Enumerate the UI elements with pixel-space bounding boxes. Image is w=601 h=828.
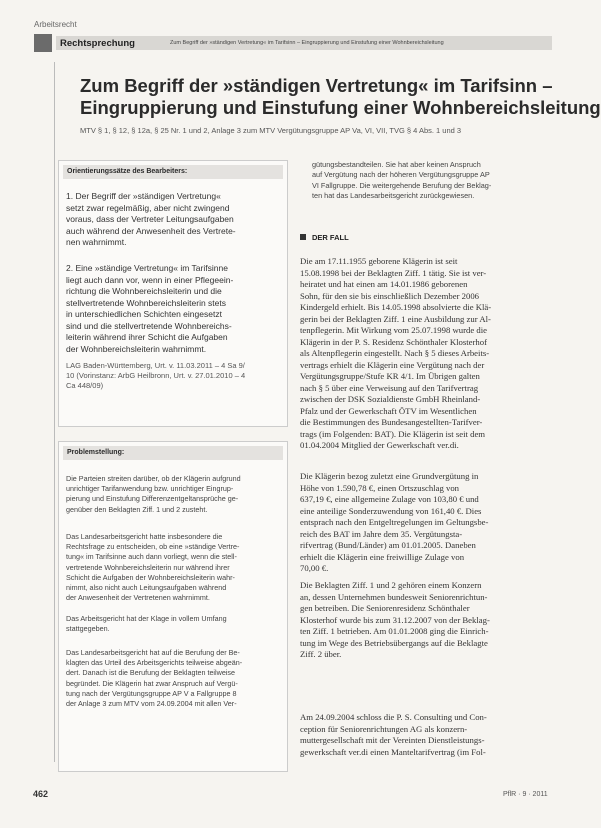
text-line: auch während der Anwesenheit des Vertrete-: [66, 225, 236, 236]
text-line: reich des BAT im Jahre dem 35. Vergütungsta-: [300, 528, 463, 539]
problem-paragraph-4: [66, 648, 282, 709]
problem-paragraph-3: [66, 614, 282, 634]
text-line: Das Landesarbeitsgericht hat auf die Berufung der Be-: [66, 648, 240, 657]
legal-references: MTV § 1, § 12, § 12a, § 25 Nr. 1 und 2, Anlage 3 zum MTV Vergütungsgruppe AP Va, VI, VII, TVG § 4 Abs. 1 und 3: [80, 126, 462, 135]
text-line: 637,19 €, eine allgemeine Zulage von 103,80 € und: [300, 494, 479, 504]
text-line: Die Klägerin bezog zuletzt eine Grundvergütung in: [300, 471, 479, 481]
text-line: voraus, dass der Vertreter Leitungsaufgaben: [66, 214, 234, 224]
text-line: eine anteilige Sonderzuwendung von 161,40 €. Dies: [300, 505, 482, 516]
text-line: gütungsbestandteilen. Sie hat aber keinen Anspruch: [312, 160, 481, 169]
text-line: Kindergeld erhielt. Bis 14.05.1998 absolvierte die Klä-: [300, 302, 492, 312]
text-line: Das Landesarbeitsgericht hatte insbesondere die: [66, 532, 223, 541]
text-line: zwischen der DSK Sozialdienste GmbH Rheinland-: [300, 394, 481, 404]
text-line: pierung und Einstufung Differenzentgeltansprüche ge-: [66, 494, 239, 504]
problem-box: [58, 441, 288, 772]
problem-paragraph-1: [66, 474, 282, 515]
article-title: [80, 75, 601, 119]
text-line: tung« im Tarifsinne auch dann vorliegt, wenn die stell-: [66, 552, 237, 562]
text-line: die Bestimmungen des Bundesangestellten-Tarifver-: [300, 417, 483, 427]
text-line: 15.08.1998 bei der Beklagten Ziff. 1 tätig. Sie ist ver-: [300, 267, 487, 278]
text-line: tung im Wege des Betriebsübergangs auf die Beklagte: [300, 637, 488, 648]
header-subtitle: Zum Begriff der »ständigen Vertretung« im Tarifsinn – Eingruppierung und Einstufung einer Wohnbereichsleitung: [170, 40, 444, 46]
margin-rule: [54, 62, 55, 762]
text-line: entsprach nach den Entgeltregelungen im Geltungsbe-: [300, 517, 489, 527]
text-line: tenpflegerin. Mit Wirkung vom 25.07.1998 wurde die: [300, 325, 487, 335]
orientation-heading: Orientierungssätze des Bearbeiters:: [63, 165, 283, 179]
text-line: Die am 17.11.1955 geborene Klägerin ist seit: [300, 256, 458, 266]
text-line: auf Vergütung nach der höheren Vergütungsgruppe AP: [312, 170, 490, 180]
text-line: gen betreiben. Die Seniorenresidenz Schönthaler: [300, 603, 470, 613]
text-line: unrichtiger Tarifanwendung bzw. unrichtiger Eingrup-: [66, 484, 234, 494]
text-line: Vergütungsgruppe/Stufe KR 4/1. Im Übrigen galten: [300, 371, 480, 381]
text-line: Sohn, für den sie bis einschließlich Dezember 2006: [300, 290, 480, 301]
page-number: 462: [33, 789, 49, 799]
text-line: Ca 448/09): [66, 381, 104, 390]
title-line: Zum Begriff der »ständigen Vertretung« im Tarifsinn –: [80, 75, 553, 96]
text-line: 01.04.2004 Mitglied der Gewerkschaft ver.di.: [300, 440, 459, 450]
text-line: nach § 5 über eine Verweisung auf den Tarifvertrag: [300, 382, 479, 393]
text-line: an, dessen Unternehmen bundesweit Seniorenrichtun-: [300, 591, 488, 602]
text-line: Das Arbeitsgericht hat der Klage in vollem Umfang: [66, 614, 227, 623]
section-label: Arbeitsrecht: [34, 20, 77, 29]
text-line: in unterschiedlichen Schichten eingesetzt: [66, 309, 222, 319]
text-line: erhielt die Klägerin eine freiwillige Zulage von: [300, 551, 465, 562]
text-line: Klägerin in der P. S. Residenz Schönthaler Klosterhof: [300, 336, 487, 347]
text-line: stattgegeben.: [66, 624, 110, 634]
text-line: 10 (Vorinstanz: ArbG Heilbronn, Urt. v. 27.01.2010 – 4: [66, 371, 246, 380]
text-line: stellvertretende Wohnbereichsleiterin stets: [66, 297, 227, 308]
case-paragraph-1: [300, 256, 558, 452]
text-line: leiterin während ihrer Schicht die Aufgaben: [66, 332, 228, 342]
section-bullet: [300, 234, 306, 240]
text-line: begründet. Die Klägerin hat zwar Anspruch auf Vergü-: [66, 678, 238, 688]
text-line: Klosterhof wurde bis zum 31.12.2007 von der Beklag-: [300, 614, 490, 625]
text-line: dert. Danach ist die Berufung der Beklagten teilweise: [66, 668, 236, 678]
orientation-box: [58, 160, 288, 427]
text-line: Ziff. 2 über.: [300, 649, 342, 659]
text-line: Höhe von 1.590,78 €, einen Ortszuschlag von: [300, 482, 460, 493]
orientation-point-1: [66, 191, 281, 249]
text-line: trags (im Folgenden: BAT). Die Klägerin ist seit dem: [300, 428, 486, 439]
text-line: rifvertrag (Bund/Länder) am 01.01.2005. Daneben: [300, 540, 476, 550]
text-line: genüber den Beklagten Ziff. 1 und 2 zusteht.: [66, 504, 208, 514]
orientation-source: [66, 361, 281, 391]
text-line: heiratet und hat einen am 14.01.1986 geborenen: [300, 279, 468, 289]
text-line: klagten das Urteil des Arbeitsgerichts teilweise abgeän-: [66, 658, 243, 668]
text-line: LAG Baden-Württemberg, Urt. v. 11.03.2011 – 4 Sa 9/: [66, 361, 245, 370]
text-line: Rechtsfrage zu entscheiden, ob eine »ständige Vertre-: [66, 542, 240, 552]
text-line: Schicht die Aufgaben der Wohnbereichsleiterin wahr-: [66, 572, 235, 582]
text-line: der Anwesenheit der Vertretenen wahrnimmt.: [66, 593, 210, 603]
section-heading-der-fall: DER FALL: [312, 233, 349, 242]
text-line: tung nach der Vergütungsgruppe AP V a Fallgruppe 8: [66, 688, 237, 698]
case-paragraph-3: [300, 580, 558, 661]
text-line: sind und die stellvertretende Wohnbereichs-: [66, 320, 232, 331]
text-line: 70,00 €.: [300, 563, 329, 573]
text-line: vertretende Wohnbereichsleiterin nur während ihrer: [66, 562, 230, 572]
title-line: Eingruppierung und Einstufung einer Wohnbereichsleitung: [80, 97, 601, 118]
text-line: Die Parteien streiten darüber, ob der Klägerin aufgrund: [66, 474, 241, 483]
text-line: als Altenpflegerin eingestellt. Nach § 5 dieses Arbeits-: [300, 348, 490, 358]
text-line: nen wahrnimmt.: [66, 237, 127, 247]
header-title: Rechtsprechung: [60, 38, 135, 49]
text-line: richtung die Wohnbereichsleiterin und die: [66, 286, 222, 296]
text-line: liegt auch dann vor, wenn in einer Pflegeein-: [66, 274, 234, 285]
text-line: gerin bei der Beklagten Ziff. 1 eine Ausbildung zur Al-: [300, 313, 491, 324]
text-line: der Anlage 3 zum MTV vom 24.09.2004 mit allen Ver-: [66, 699, 237, 709]
text-line: 1. Der Begriff der »ständigen Vertretung«: [66, 191, 221, 201]
text-line: 2. Eine »ständige Vertretung« im Tarifsinne: [66, 263, 228, 273]
text-line: Die Beklagten Ziff. 1 und 2 gehören einem Konzern: [300, 580, 482, 590]
text-line: der Wohnbereichsleiterin wahrnimmt.: [66, 343, 207, 354]
text-line: vertrags erhielt die Klägerin eine Vergütung nach der: [300, 359, 485, 370]
case-paragraph-4: [300, 712, 558, 758]
text-line: nimmt, also nicht auch Leitungsaufgaben während: [66, 583, 227, 593]
problem-continuation: [312, 160, 558, 202]
problem-paragraph-2: [66, 532, 282, 603]
text-line: muttergesellschaft mit der Vereinten Dienstleistungs-: [300, 735, 485, 745]
case-paragraph-2: [300, 471, 558, 575]
text-line: VI Fallgruppe. Die weitergehende Berufung der Beklag-: [312, 180, 492, 190]
header-marker: [34, 34, 52, 52]
text-line: ception für Seniorenrichtungen AG als konzern-: [300, 723, 468, 734]
journal-reference: PflR · 9 · 2011: [503, 791, 548, 798]
text-line: Pfalz und der Gewerkschaft ÖTV im Wesentlichen: [300, 405, 477, 416]
text-line: ten hat das Landesarbeitsgericht zurückgewiesen.: [312, 191, 475, 201]
text-line: ten Ziff. 1 betrieben. Am 01.01.2008 ging die Einrich-: [300, 626, 489, 636]
problem-heading: Problemstellung:: [63, 446, 283, 460]
text-line: gewerkschaft ver.di einen Manteltarifvertrag (im Fol-: [300, 746, 486, 757]
orientation-point-2: [66, 263, 281, 355]
text-line: setzt zwar regelmäßig, aber nicht zwingend: [66, 202, 230, 213]
text-line: Am 24.09.2004 schloss die P. S. Consulting und Con-: [300, 712, 487, 722]
